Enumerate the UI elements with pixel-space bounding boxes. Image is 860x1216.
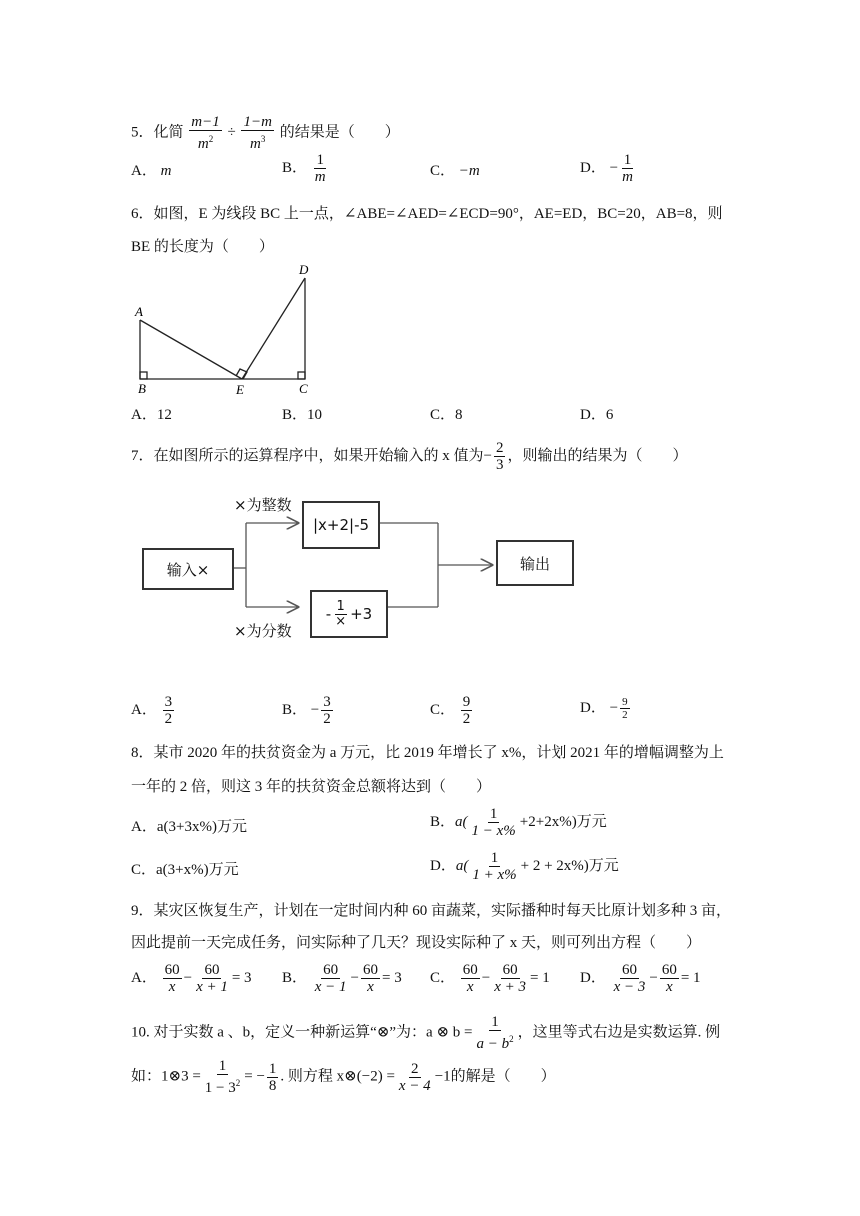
q8-option-b-label: B． — [430, 813, 456, 830]
q7-option-b-label: B． — [282, 701, 308, 718]
q10-ex-den2: 8 — [268, 1077, 277, 1094]
q9-stem-line2: 因此提前一天完成任务，问实际种了几天？现设实际种了 x 天，则可列出方程（ ） — [131, 935, 702, 951]
right-angle-b — [140, 372, 147, 379]
q9-option-d-frac1 — [612, 962, 648, 995]
q6-option-c[interactable] — [430, 404, 463, 426]
q9-option-a-frac2-num: 60 — [204, 962, 220, 978]
q7-option-b-den: 2 — [323, 711, 331, 727]
q8-option-b-pre: a( — [455, 813, 468, 830]
q5-option-c[interactable] — [430, 160, 480, 182]
q5-option-d-label: D． — [580, 159, 606, 176]
q7-box-integer: |x+2|-5 — [302, 501, 380, 549]
q9-option-c-frac2 — [492, 962, 528, 995]
q5-prefix: 化简 — [153, 124, 184, 141]
q9-option-b-frac2-num: 60 — [363, 962, 379, 978]
q6-option-a-label: A． — [131, 407, 157, 423]
q5-option-b[interactable] — [282, 152, 330, 185]
q9-option-b-label: B． — [282, 969, 308, 986]
q7-branch-top-label: ×为整数 — [234, 496, 292, 514]
q8-option-b[interactable] — [430, 806, 607, 839]
q9-option-c-frac1-den: x — [466, 979, 474, 995]
label-d: D — [299, 262, 309, 277]
q9-option-b-frac2 — [361, 962, 380, 995]
q7-option-a[interactable] — [131, 694, 176, 727]
q8-option-d-den: 1 + x% — [472, 867, 517, 883]
q8-option-a-label: A． — [131, 819, 157, 835]
q5-option-b-den: m — [314, 169, 326, 185]
q7-sign: − — [483, 447, 492, 464]
q9-option-a-frac1-num: 60 — [164, 962, 180, 978]
q9-option-a-frac2-den: x + 1 — [196, 979, 228, 995]
q10-line2-pre: 如：1⊗3 = — [131, 1068, 201, 1085]
q6-option-a[interactable] — [131, 404, 172, 426]
q10-def-den: a − b — [476, 1036, 510, 1052]
q9-option-a[interactable]: A． $\frac{60}{x}$ − $\frac{60}{x + 1}$ = 3 — [131, 962, 252, 995]
q7-option-c[interactable] — [430, 694, 474, 727]
q8-option-d[interactable] — [430, 850, 619, 883]
q9-option-a-rhs: = 3 — [231, 969, 252, 986]
q5-divide: ÷ — [227, 124, 236, 141]
q9-option-c[interactable]: C． $\frac{60}{x}$ − $\frac{60}{x + 3}$ = 1 — [430, 962, 550, 995]
q7-option-c-label: C． — [430, 701, 456, 718]
q10-equation-lhs: . 则方程 x⊗(−2) = — [280, 1068, 395, 1085]
label-c: C — [299, 381, 308, 396]
q9-option-b-frac2-den: x — [367, 979, 374, 995]
q6-stem-line1: 6．如图，E 为线段 BC 上一点，∠ABE=∠AED=∠ECD=90°，AE=ED，BC=20，AB=8，则 — [131, 206, 723, 222]
q6-figure — [125, 258, 325, 398]
q9-option-d-frac2-den: x — [666, 979, 673, 995]
q5-fraction-1: $\frac{m-1}{m^2}$ — [191, 114, 220, 152]
q5-option-b-label: B． — [282, 159, 308, 176]
q10-def-num: 1 — [491, 1014, 499, 1030]
q8-option-d-pre: a( — [455, 857, 469, 874]
q5-stem — [131, 114, 400, 152]
q5-option-d-frac — [620, 152, 635, 185]
q10-eq-frac — [397, 1061, 433, 1094]
q5-f1-num: m−1 — [191, 114, 220, 130]
q7-option-a-num: 3 — [164, 694, 173, 710]
right-angle-c — [298, 372, 305, 379]
q5-option-d-sign: − — [609, 159, 619, 176]
q7-option-c-den: 2 — [462, 711, 471, 727]
q7-suffix: ，则输出的结果为（ ） — [507, 447, 688, 464]
q5-option-a[interactable] — [131, 160, 171, 182]
q10-ex-num: 1 — [218, 1058, 227, 1074]
q9-option-d-frac1-num: 60 — [621, 962, 637, 978]
q6-option-b-value: 10 — [307, 407, 323, 423]
q8-option-b-post: +2+2x%)万元 — [519, 813, 607, 830]
q5-f2-num: 1−m — [243, 114, 272, 130]
q7-box-fraction-frac — [333, 600, 348, 629]
q8-option-b-num: 1 — [489, 806, 498, 822]
label-a: A — [135, 304, 143, 319]
q9-option-c-frac1 — [461, 962, 480, 995]
q5-option-c-value: −m — [458, 163, 480, 179]
q10-def-frac: $\frac{1}{a - b^2}$ — [476, 1014, 514, 1052]
q7-option-d-frac — [620, 696, 630, 721]
q8-option-a-value: a(3+3x%)万元 — [156, 819, 247, 835]
q9-option-d-label: D． — [580, 969, 606, 986]
q7-frac-num: 2 — [495, 440, 504, 456]
q6-option-d-value: 6 — [605, 407, 614, 423]
q7-option-a-label: A． — [131, 701, 157, 718]
q5-option-a-value: m — [160, 163, 172, 179]
q8-option-a[interactable] — [131, 816, 247, 838]
q7-input-box: 输入× — [142, 548, 234, 590]
q5-option-c-label: C． — [430, 163, 456, 179]
q7-prefix: 7．在如图所示的运算程序中，如果开始输入的 x 值为 — [131, 447, 484, 464]
q5-suffix: 的结果是（ ） — [279, 124, 400, 141]
q10-line1-pre: 10. 对于实数 a 、b，定义一种新运算“⊗”为：a ⊗ b = — [131, 1024, 473, 1041]
q7-box-fraction-plus: +3 — [350, 605, 373, 623]
q7-box-fraction-num: 1 — [336, 598, 345, 614]
q5-option-b-num: 1 — [316, 152, 324, 168]
q7-option-a-den: 2 — [164, 711, 173, 727]
q7-option-a-frac — [163, 694, 175, 727]
q9-option-b-frac1 — [313, 962, 349, 995]
q5-number: 5． — [131, 124, 154, 141]
q6-stem-line2: BE 的长度为（ ） — [131, 239, 274, 255]
q9-option-d[interactable]: D． $\frac{60}{x - 3}$ − $\frac{60}{x}$ = 1 — [580, 962, 701, 995]
q6-option-b-label: B． — [282, 407, 308, 423]
q9-option-c-frac2-den: x + 3 — [494, 979, 527, 995]
q7-option-b[interactable] — [282, 694, 335, 727]
q5-option-b-frac — [313, 152, 328, 185]
q5-option-d-num: 1 — [623, 152, 632, 168]
q8-stem-line1: 8．某市 2020 年的扶贫资金为 a 万元，比 2019 年增长了 x%，计划 2021 年的增幅调整为上 — [131, 745, 724, 761]
q7-option-c-frac — [461, 694, 473, 727]
q8-option-d-label: D． — [430, 857, 456, 874]
q5-f2-den: m — [250, 136, 261, 152]
q5-option-a-label: A． — [131, 163, 157, 179]
q9-option-c-rhs: = 1 — [530, 969, 550, 986]
segment-ae — [140, 320, 242, 379]
q8-stem-line2: 一年的 2 倍，则这 3 年的扶贫资金总额将达到（ ） — [131, 779, 492, 795]
q9-option-a-frac1 — [163, 962, 182, 995]
q9-option-c-label: C． — [430, 969, 456, 986]
q7-stem — [131, 440, 688, 473]
q7-box-fraction — [310, 590, 388, 638]
q5-option-d-den: m — [622, 169, 633, 185]
q9-option-d-rhs: = 1 — [680, 969, 701, 986]
q8-option-c[interactable] — [131, 859, 239, 881]
q7-option-d-sign: − — [609, 699, 619, 716]
q7-frac — [494, 440, 506, 473]
q8-option-b-den: 1 − x% — [471, 823, 516, 839]
q6-option-c-label: C． — [430, 407, 456, 423]
q10-ex-eq: = − — [244, 1068, 265, 1085]
q5-f1-den: m — [197, 136, 209, 152]
q9-option-b-rhs: = 3 — [382, 969, 402, 986]
q8-option-b-frac — [470, 806, 518, 839]
q7-option-b-num: 3 — [323, 694, 331, 710]
q10-stem-line2 — [131, 1058, 556, 1096]
q6-option-c-value: 8 — [455, 407, 463, 423]
right-angle-e — [236, 369, 247, 379]
q10-ex-frac2 — [267, 1061, 279, 1094]
q8-option-d-num: 1 — [490, 850, 499, 866]
label-b: B — [138, 381, 146, 396]
q6-option-d[interactable] — [580, 404, 613, 426]
q7-option-b-sign: − — [310, 701, 320, 718]
q7-frac-den: 3 — [495, 457, 504, 473]
q7-option-b-frac — [321, 694, 333, 727]
q7-option-d-den: 2 — [622, 709, 628, 721]
q9-stem-line1: 9．某灾区恢复生产，计划在一定时间内种 60 亩蔬菜，实际播种时每天比原计划多种 3 亩， — [131, 903, 732, 919]
q9-option-b-frac1-num: 60 — [323, 962, 339, 978]
q6-option-a-value: 12 — [156, 407, 172, 423]
q9-option-b[interactable]: B． $\frac{60}{x - 1}$ − $\frac{60}{x}$ = 3 — [282, 962, 402, 995]
q9-option-c-frac2-num: 60 — [502, 962, 518, 978]
q7-box-fraction-minus: - — [325, 605, 332, 623]
q7-flow-arrows — [0, 480, 860, 650]
q5-option-d[interactable] — [580, 152, 637, 185]
q5-fraction-2: $\frac{1-m}{m^3}$ — [243, 114, 272, 152]
q9-option-a-label: A． — [131, 969, 157, 986]
q7-option-c-num: 9 — [462, 694, 471, 710]
q9-option-d-frac2-num: 60 — [661, 962, 677, 978]
q7-option-d-num: 9 — [622, 696, 628, 708]
label-e: E — [236, 382, 244, 397]
q7-option-d[interactable] — [580, 696, 632, 721]
q7-box-fraction-den: × — [335, 613, 347, 629]
q9-option-c-frac1-num: 60 — [462, 962, 478, 978]
q10-stem-line1 — [131, 1014, 720, 1052]
q10-eq-den: x − 4 — [398, 1077, 431, 1094]
q10-line2-post: −1的解是（ ） — [434, 1068, 556, 1085]
q8-option-c-label: C． — [131, 862, 157, 878]
q9-option-a-frac1-den: x — [168, 979, 176, 995]
q10-line1-post: ，这里等式右边是实数运算. 例 — [517, 1024, 721, 1041]
q10-ex-den: 1 − 3 — [204, 1080, 236, 1096]
q10-eq-num: 2 — [411, 1060, 419, 1077]
q8-option-c-value: a(3+x%)万元 — [156, 862, 239, 878]
q6-option-b[interactable] — [282, 404, 322, 426]
q9-option-a-frac2 — [194, 962, 230, 995]
q7-output-box: 输出 — [496, 540, 574, 586]
q9-option-d-frac1-den: x − 3 — [613, 979, 646, 995]
q7-branch-bottom-label: ×为分数 — [234, 622, 292, 640]
q6-option-d-label: D． — [580, 407, 606, 423]
q9-option-d-frac2 — [660, 962, 679, 995]
q8-option-d-frac — [470, 850, 518, 883]
q10-ex-frac: $\frac{1}{1 - 3^2}$ — [204, 1058, 241, 1096]
q7-option-d-label: D． — [580, 699, 606, 716]
q9-option-b-frac1-den: x − 1 — [314, 979, 347, 995]
q8-option-d-post: + 2 + 2x%)万元 — [520, 857, 619, 874]
q10-ex-num2: 1 — [268, 1060, 277, 1077]
segment-ed — [242, 278, 305, 379]
